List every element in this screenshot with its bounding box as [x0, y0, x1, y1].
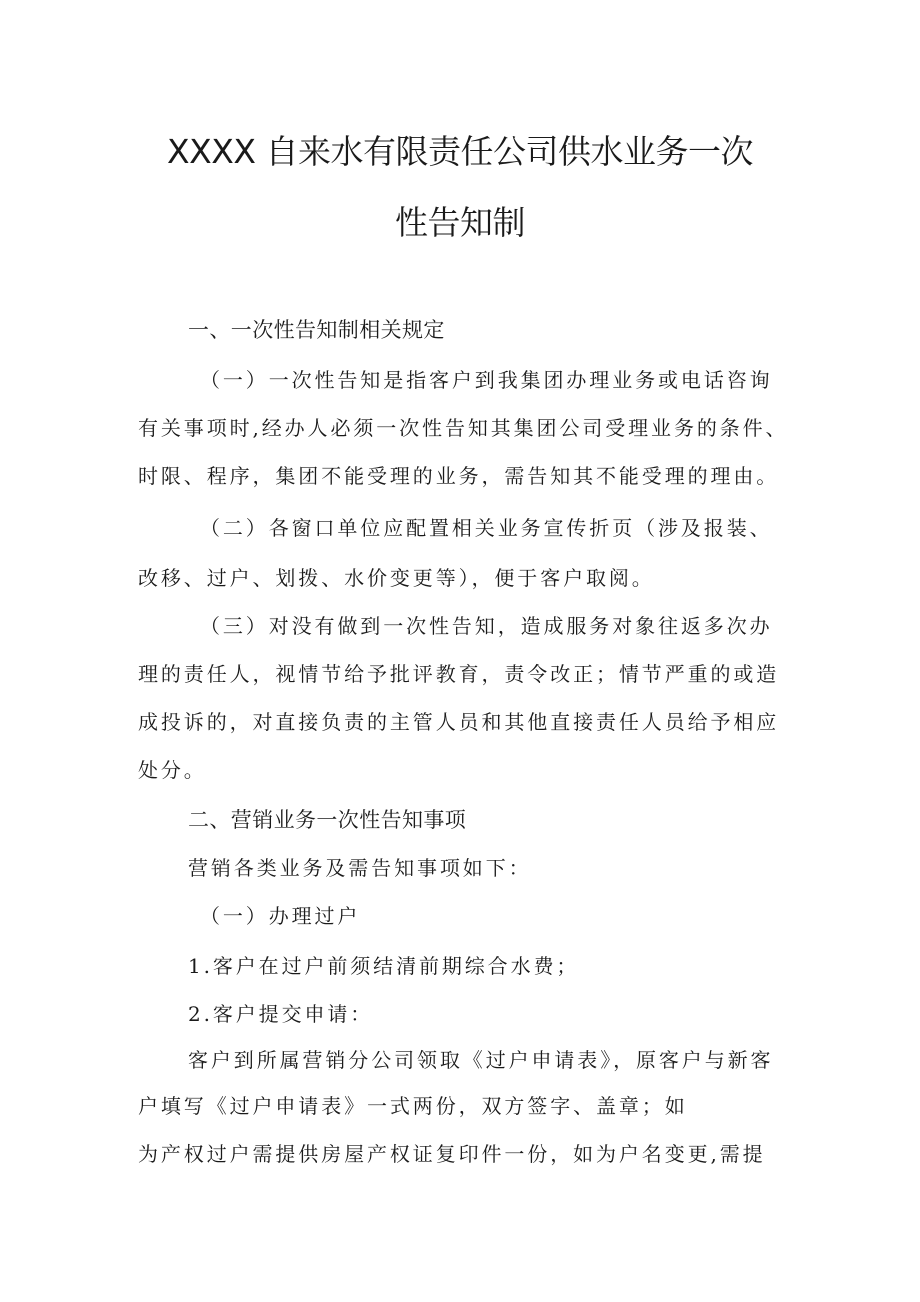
paragraph-line: （二）各窗口单位应配置相关业务宣传折页（涉及报装、 — [200, 516, 773, 540]
paragraph-line: （一）一次性告知是指客户到我集团办理业务或电话咨询 — [200, 368, 773, 392]
paragraph-line: 营销各类业务及需告知事项如下： — [188, 856, 532, 880]
document-title-line-1: XXXX 自来水有限责任公司供水业务一次 — [167, 132, 753, 171]
paragraph-line: 时限、程序，集团不能受理的业务，需告知其不能受理的理由。 — [138, 464, 780, 488]
paragraph-line: 处分。 — [138, 758, 207, 782]
paragraph-line: 成投诉的，对直接负责的主管人员和其他直接责任人员给予相应 — [138, 710, 780, 734]
paragraph-line: 理的责任人，视情节给予批评教育，责令改正；情节严重的或造 — [138, 662, 780, 686]
paragraph-line: 为产权过户需提供房屋产权证复印件一份，如为户名变更,需提 — [138, 1142, 766, 1166]
paragraph-line: 有关事项时,经办人必须一次性告知其集团公司受理业务的条件、 — [138, 416, 789, 440]
paragraph-line: 户填写《过户申请表》一式两份，双方签字、盖章；如 — [138, 1094, 688, 1118]
paragraph-line: （一）办理过户 — [200, 904, 361, 928]
section-2-heading: 二、营销业务一次性告知事项 — [188, 808, 467, 832]
paragraph-line: 改移、过户、划拨、水价变更等），便于客户取阅。 — [138, 566, 655, 590]
paragraph-line: 2.客户提交申请： — [188, 1002, 374, 1026]
document-title-line-2: 性告知制 — [395, 203, 525, 242]
paragraph-line: （三）对没有做到一次性告知，造成服务对象往返多次办 — [200, 614, 773, 638]
paragraph-line: 1.客户在过户前须结清前期综合水费； — [188, 954, 580, 978]
section-1-heading: 一、一次性告知制相关规定 — [188, 318, 445, 342]
paragraph-line: 客户到所属营销分公司领取《过户申请表》，原客户与新客 — [188, 1048, 774, 1072]
